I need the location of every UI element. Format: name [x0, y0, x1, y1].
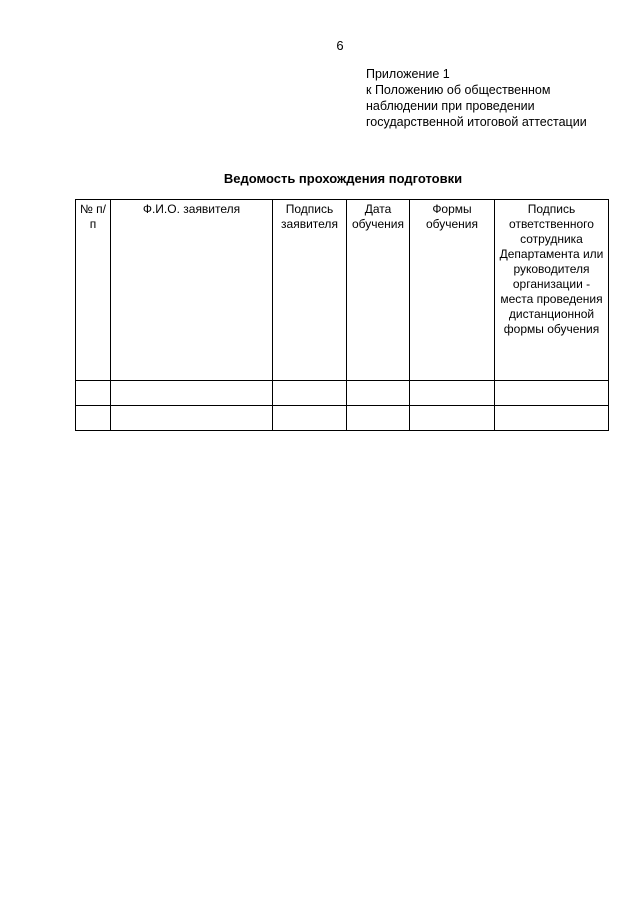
column-header-number: № п/п — [76, 200, 111, 381]
appendix-line: к Положению об общественном — [366, 83, 551, 97]
column-header-training-form: Формы обучения — [410, 200, 495, 381]
table-header-row — [76, 200, 609, 381]
table-row — [76, 381, 609, 406]
column-header-responsible-signature: Подпись ответственного сотрудника Департамента или руководителя организации - места проведения дистанционной формы обучения — [495, 200, 609, 381]
table-cell — [347, 381, 410, 406]
table-cell — [410, 381, 495, 406]
page-number: 6 — [336, 38, 344, 53]
table-cell — [495, 381, 609, 406]
table-cell — [111, 406, 273, 431]
table-cell — [495, 406, 609, 431]
table-cell — [273, 381, 347, 406]
appendix-line: Приложение 1 — [366, 67, 450, 81]
table-row — [76, 406, 609, 431]
document-title: Ведомость прохождения подготовки — [223, 171, 463, 186]
table-cell — [76, 381, 111, 406]
table-cell — [273, 406, 347, 431]
training-register-table — [75, 199, 609, 431]
appendix-line: наблюдении при проведении — [366, 99, 535, 113]
table-cell — [111, 381, 273, 406]
table-cell — [76, 406, 111, 431]
appendix-note — [366, 66, 587, 130]
column-header-applicant-name: Ф.И.О. заявителя — [111, 200, 273, 381]
column-header-training-date: Дата обучения — [347, 200, 410, 381]
appendix-line: государственной итоговой аттестации — [366, 115, 587, 129]
table-cell — [410, 406, 495, 431]
column-header-applicant-signature: Подпись заявителя — [273, 200, 347, 381]
table-cell — [347, 406, 410, 431]
